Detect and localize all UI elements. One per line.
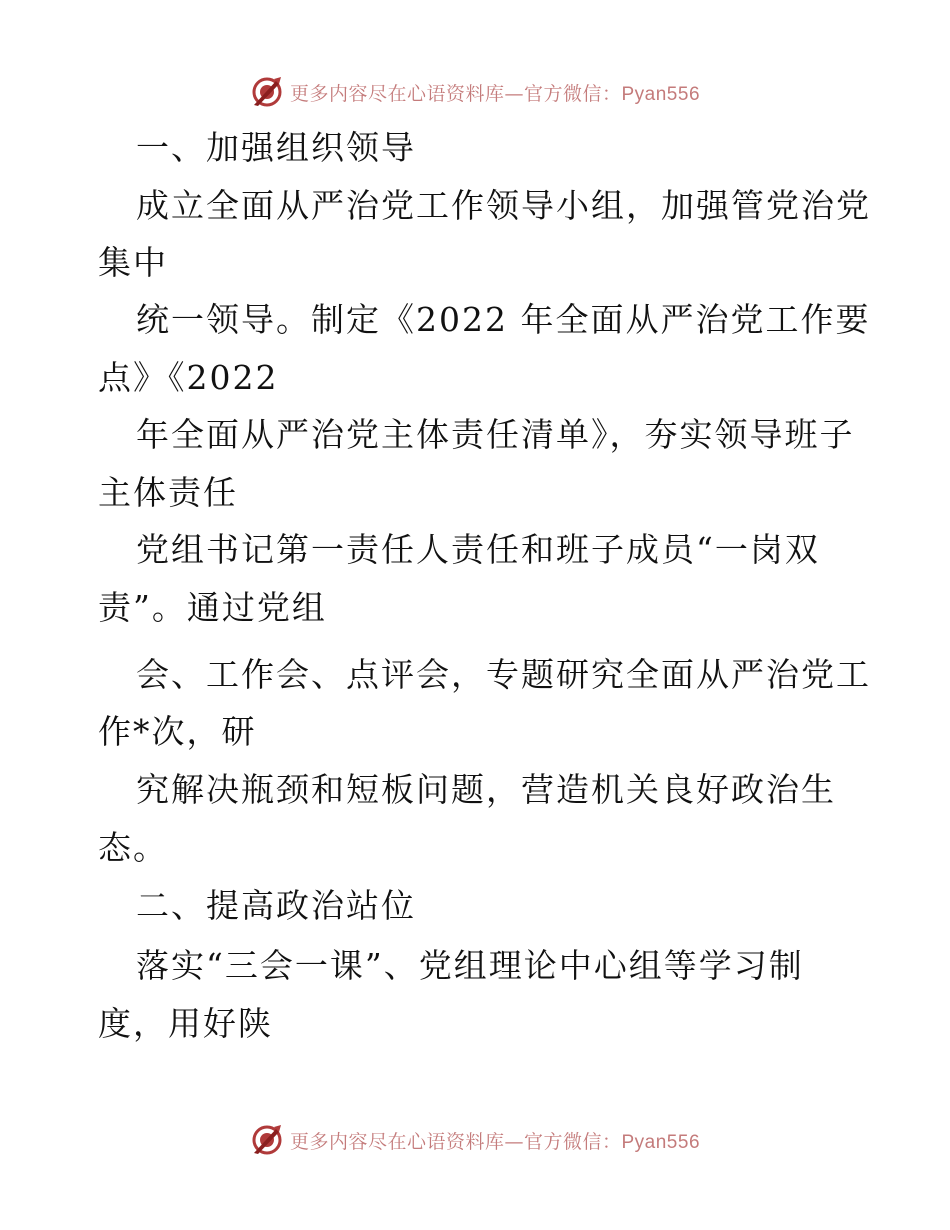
- watermark-account: Pyan556: [621, 83, 701, 105]
- paragraph-line: 态。: [98, 828, 168, 867]
- paragraph-line: 点》《2022: [98, 358, 279, 397]
- watermark-account: Pyan556: [621, 1131, 701, 1153]
- paragraph-line: 成立全面从严治党工作领导小组，加强管党治党: [136, 186, 871, 225]
- paragraph-line: 集中: [98, 243, 168, 282]
- paragraph-line: 会、工作会、点评会，专题研究全面从严治党工: [136, 655, 871, 694]
- paragraph-line: 统一领导。制定《2022 年全面从严治党工作要: [136, 300, 871, 339]
- watermark-main-text: 更多内容尽在心语资料库: [289, 1130, 505, 1153]
- paragraph-line: 落实“三会一课”、党组理论中心组等学习制: [136, 946, 804, 985]
- paragraph-line: 究解决瓶颈和短板问题，营造机关良好政治生: [136, 770, 836, 809]
- watermark-separator: —: [504, 1130, 524, 1153]
- watermark-sub-text: 官方微信：: [523, 82, 622, 105]
- paragraph-line: 年全面从严治党主体责任清单》，夯实领导班子: [136, 415, 855, 454]
- watermark-text: [290, 1127, 700, 1154]
- paragraph-line: 作*次，研: [98, 712, 257, 751]
- watermark-sub-text: 官方微信：: [523, 1130, 622, 1153]
- footer-watermark: [0, 1120, 950, 1160]
- paragraph-line: 度，用好陕: [98, 1004, 273, 1043]
- section-heading-2: 二、提高政治站位: [136, 886, 416, 925]
- watermark-text: [290, 79, 700, 106]
- paragraph-line: 责”。通过党组: [98, 588, 327, 627]
- section-heading-1: 一、加强组织领导: [136, 128, 416, 167]
- paragraph-line: 主体责任: [98, 473, 238, 512]
- quill-seal-logo-icon: [250, 75, 284, 109]
- header-watermark: [0, 72, 950, 112]
- paragraph-line: 党组书记第一责任人责任和班子成员“一岗双: [136, 530, 820, 569]
- quill-seal-logo-icon: [250, 1123, 284, 1157]
- watermark-main-text: 更多内容尽在心语资料库: [289, 82, 505, 105]
- watermark-separator: —: [504, 82, 524, 105]
